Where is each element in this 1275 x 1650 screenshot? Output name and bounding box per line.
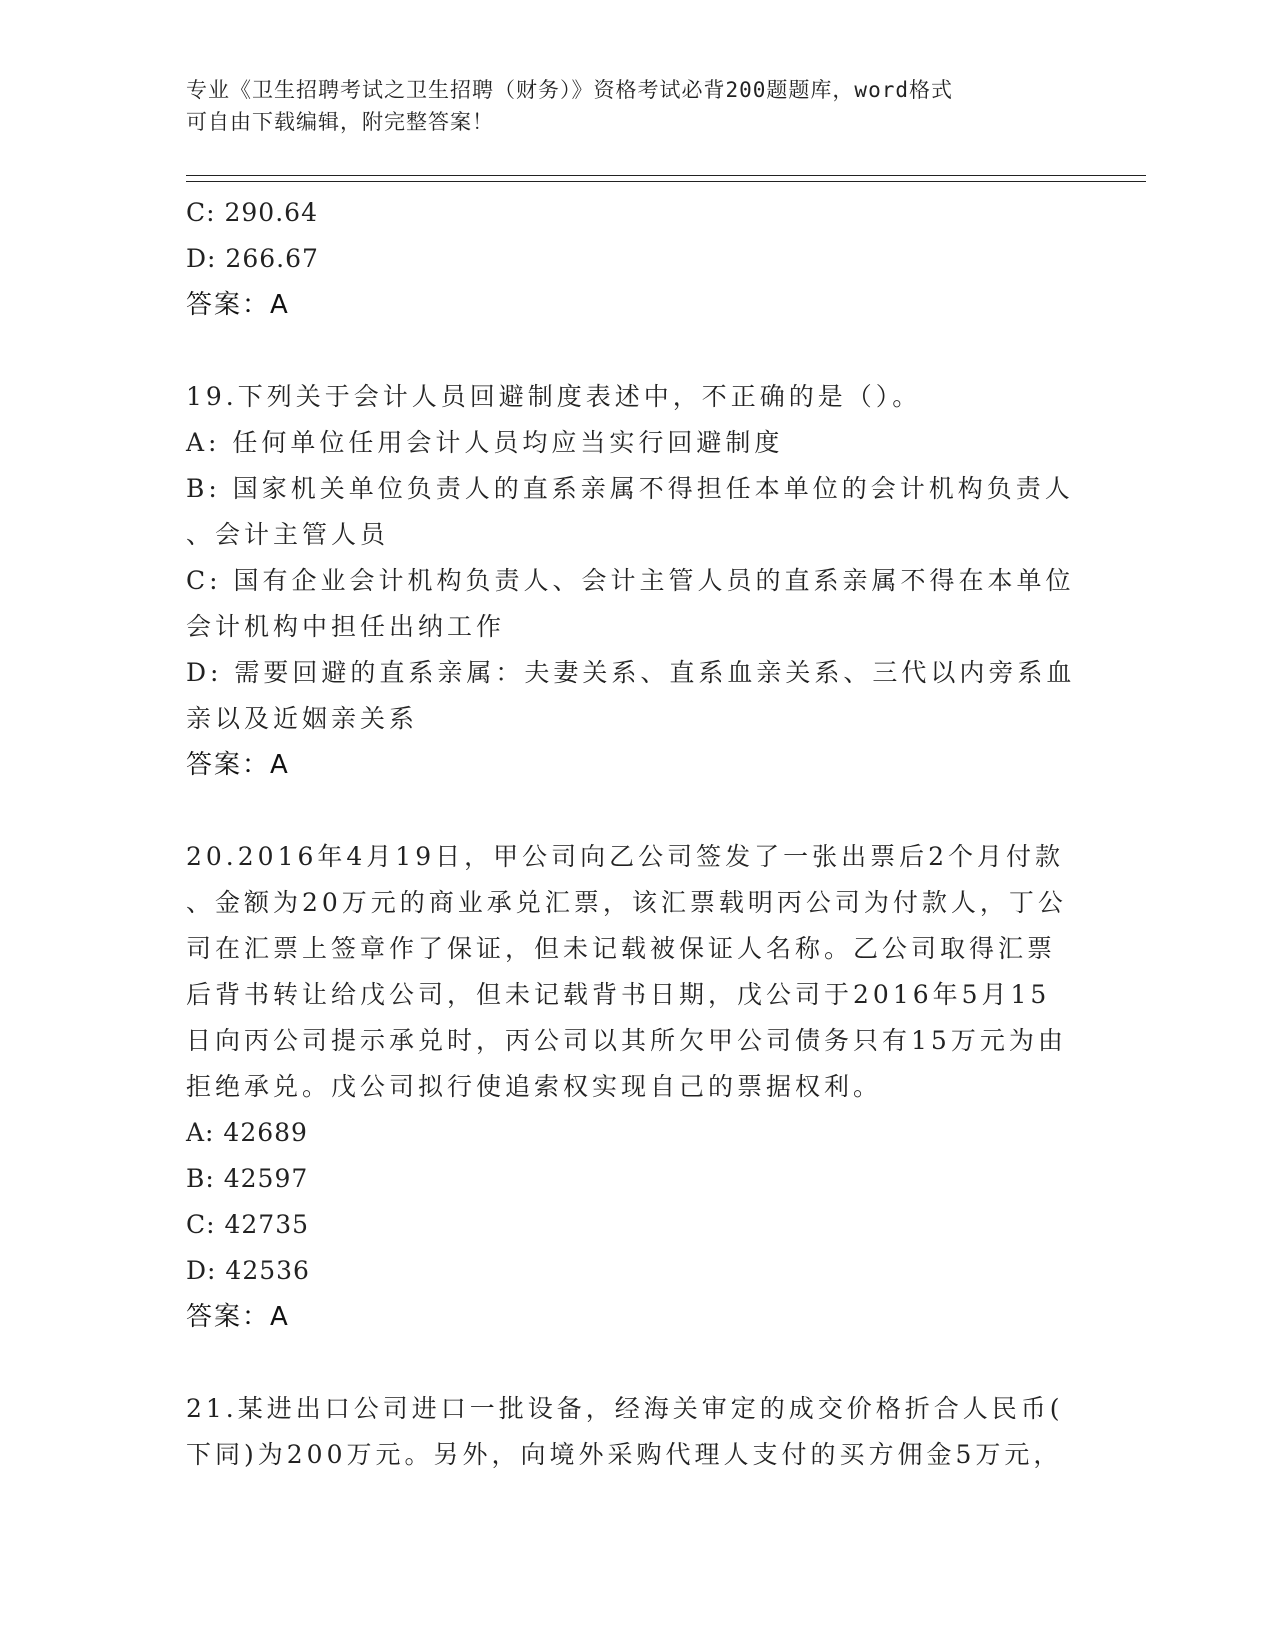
- q20-question-line-4: 后背书转让给戊公司，但未记载背书日期，戊公司于2016年5月15: [186, 980, 1051, 1009]
- q20-option-d: D: 42536: [186, 1256, 310, 1285]
- header-rule-top: [186, 175, 1146, 176]
- q20-option-b: B: 42597: [186, 1164, 309, 1193]
- header-line-2: 可自由下载编辑，附完整答案！: [186, 110, 494, 134]
- q19-option-d-line-2: 亲以及近姻亲关系: [186, 704, 419, 733]
- q19-question: 19.下列关于会计人员回避制度表述中，不正确的是（）。: [186, 382, 922, 411]
- q19-option-c-line-1: C: 国有企业会计机构负责人、会计主管人员的直系亲属不得在本单位: [186, 566, 1075, 595]
- document-header: [186, 74, 1086, 138]
- header-rule-bottom: [186, 181, 1146, 182]
- q19-option-b-line-2: 、会计主管人员: [186, 520, 390, 549]
- q21-question-line-1: 21.某进出口公司进口一批设备，经海关审定的成交价格折合人民币(: [186, 1394, 1064, 1423]
- q20-question-line-5: 日向丙公司提示承兑时，丙公司以其所欠甲公司债务只有15万元为由: [186, 1026, 1067, 1055]
- q20-question-line-6: 拒绝承兑。戊公司拟行使追索权实现自己的票据权利。: [186, 1072, 883, 1101]
- q20-question-line-2: 、金额为20万元的商业承兑汇票，该汇票载明丙公司为付款人，丁公: [186, 888, 1067, 917]
- q20-answer: 答案：A: [186, 1302, 290, 1332]
- q18-option-d: D: 266.67: [186, 244, 319, 273]
- q20-question-line-3: 司在汇票上签章作了保证，但未记载被保证人名称。乙公司取得汇票: [186, 934, 1057, 963]
- q20-question-line-1: 20.2016年4月19日，甲公司向乙公司签发了一张出票后2个月付款: [186, 842, 1065, 871]
- q19-option-d-line-1: D: 需要回避的直系亲属：夫妻关系、直系血亲关系、三代以内旁系血: [186, 658, 1076, 687]
- q21-question-line-2: 下同)为200万元。另外，向境外采购代理人支付的买方佣金5万元，: [186, 1440, 1063, 1469]
- spacer: [186, 328, 1086, 374]
- document-body: [186, 190, 1086, 1478]
- q19-option-b-line-1: B: 国家机关单位负责人的直系亲属不得担任本单位的会计机构负责人: [186, 474, 1074, 503]
- q20-option-c: C: 42735: [186, 1210, 310, 1239]
- spacer: [186, 1340, 1086, 1386]
- q19-option-c-line-2: 会计机构中担任出纳工作: [186, 612, 506, 641]
- q18-option-c: C: 290.64: [186, 198, 318, 227]
- spacer: [186, 788, 1086, 834]
- header-line-1: 专业《卫生招聘考试之卫生招聘（财务）》资格考试必背200题题库，word格式: [186, 78, 953, 102]
- q19-answer: 答案：A: [186, 750, 290, 780]
- q19-option-a: A: 任何单位任用会计人员均应当实行回避制度: [186, 428, 784, 457]
- q20-option-a: A: 42689: [186, 1118, 308, 1147]
- q18-answer: 答案：A: [186, 290, 290, 320]
